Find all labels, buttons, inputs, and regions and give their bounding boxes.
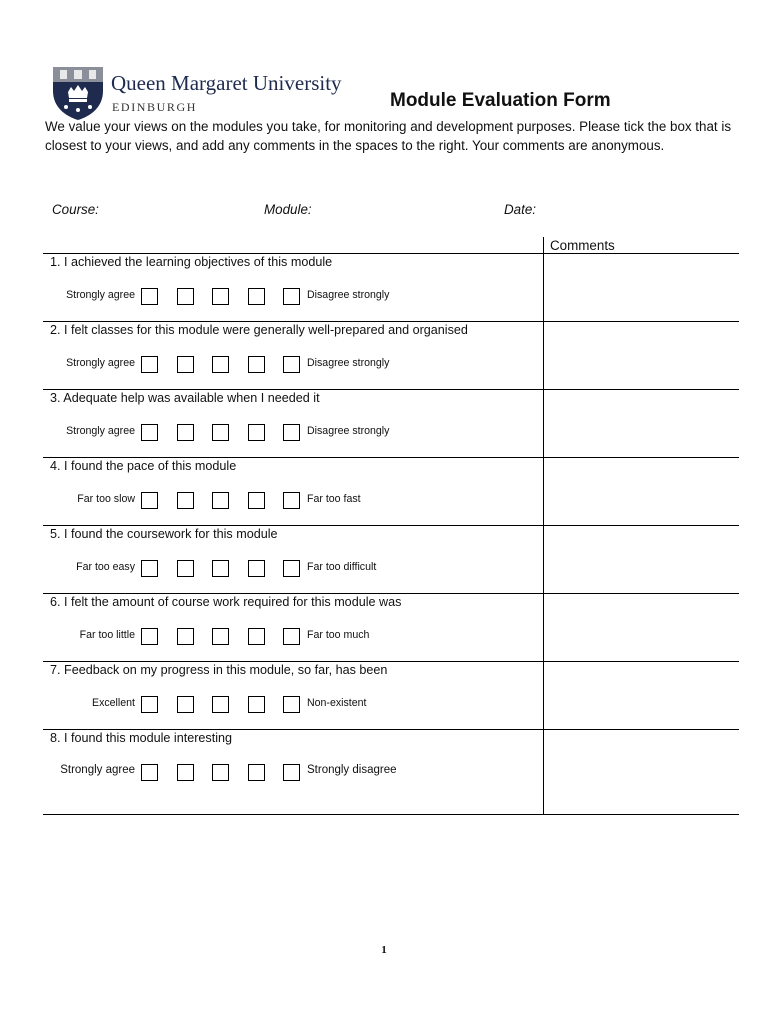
rating-checkbox-1[interactable] xyxy=(141,628,158,645)
rating-checkbox-3[interactable] xyxy=(212,492,229,509)
rating-checkbox-5[interactable] xyxy=(283,764,300,781)
scale-left-label: Far too easy xyxy=(76,561,135,573)
form-title: Module Evaluation Form xyxy=(390,90,611,111)
rating-checkbox-1[interactable] xyxy=(141,492,158,509)
rating-checkbox-4[interactable] xyxy=(248,424,265,441)
university-city: EDINBURGH xyxy=(112,100,198,114)
rating-checkbox-3[interactable] xyxy=(212,288,229,305)
question-text: 4. I found the pace of this module xyxy=(50,459,237,473)
rating-checkbox-4[interactable] xyxy=(248,628,265,645)
rating-checkbox-1[interactable] xyxy=(141,764,158,781)
university-logo xyxy=(51,65,351,121)
scale-right-label: Disagree strongly xyxy=(307,289,390,301)
scale-left-label: Strongly agree xyxy=(66,425,135,437)
intro-text: We value your views on the modules you take, for monitoring and development purposes. Please tick the box that is closest to your views, and add any comments in the spaces to the right. Your comments are anonymous. xyxy=(45,119,732,153)
rating-checkbox-3[interactable] xyxy=(212,764,229,781)
university-name: Queen Margaret University xyxy=(111,71,342,95)
scale-left-label: Strongly agree xyxy=(66,357,135,369)
rating-checkbox-3[interactable] xyxy=(212,356,229,373)
rating-checkbox-5[interactable] xyxy=(283,288,300,305)
rating-checkbox-1[interactable] xyxy=(141,356,158,373)
comment-field[interactable] xyxy=(544,254,739,321)
question-row xyxy=(43,253,739,321)
rating-checkbox-1[interactable] xyxy=(141,696,158,713)
rating-checkbox-2[interactable] xyxy=(177,424,194,441)
module-field-label: Module: xyxy=(264,202,312,217)
rating-checkbox-4[interactable] xyxy=(248,764,265,781)
question-row xyxy=(43,661,739,729)
rating-checkbox-4[interactable] xyxy=(248,560,265,577)
question-text: 7. Feedback on my progress in this module, so far, has been xyxy=(50,663,388,677)
rating-checkbox-5[interactable] xyxy=(283,356,300,373)
rating-checkbox-5[interactable] xyxy=(283,492,300,509)
page-number: 1 xyxy=(381,944,387,956)
rating-checkbox-3[interactable] xyxy=(212,424,229,441)
scale-right-label: Disagree strongly xyxy=(307,357,390,369)
scale-right-label: Far too fast xyxy=(307,493,361,505)
rating-checkbox-3[interactable] xyxy=(212,560,229,577)
question-row xyxy=(43,457,739,525)
rating-checkbox-3[interactable] xyxy=(212,628,229,645)
comment-field[interactable] xyxy=(544,526,739,593)
comment-field[interactable] xyxy=(544,662,739,729)
question-row xyxy=(43,729,739,815)
scale-left-label: Strongly agree xyxy=(66,289,135,301)
scale-right-label: Strongly disagree xyxy=(307,764,397,776)
rating-checkbox-2[interactable] xyxy=(177,492,194,509)
question-text: 8. I found this module interesting xyxy=(50,731,233,745)
comment-field[interactable] xyxy=(544,594,739,661)
comment-field[interactable] xyxy=(544,322,739,389)
question-row xyxy=(43,321,739,389)
rating-checkbox-4[interactable] xyxy=(248,492,265,509)
scale-left-label: Excellent xyxy=(92,697,135,709)
rating-checkbox-5[interactable] xyxy=(283,628,300,645)
rating-checkbox-4[interactable] xyxy=(248,288,265,305)
rating-checkbox-2[interactable] xyxy=(177,288,194,305)
university-crest-icon xyxy=(51,65,105,121)
rating-checkbox-2[interactable] xyxy=(177,560,194,577)
scale-right-label: Far too much xyxy=(307,629,370,641)
scale-right-label: Disagree strongly xyxy=(307,425,390,437)
date-field-label: Date: xyxy=(504,202,537,217)
rating-checkbox-5[interactable] xyxy=(283,696,300,713)
rating-checkbox-4[interactable] xyxy=(248,356,265,373)
comments-divider xyxy=(543,237,544,254)
rating-checkbox-2[interactable] xyxy=(177,628,194,645)
comment-field[interactable] xyxy=(544,458,739,525)
scale-left-label: Strongly agree xyxy=(60,764,135,776)
rating-checkbox-2[interactable] xyxy=(177,696,194,713)
question-row xyxy=(43,593,739,661)
question-row xyxy=(43,389,739,457)
rating-checkbox-1[interactable] xyxy=(141,424,158,441)
question-text: 6. I felt the amount of course work required for this module was xyxy=(50,595,402,609)
question-text: 3. Adequate help was available when I needed it xyxy=(50,391,320,405)
question-text: 2. I felt classes for this module were generally well-prepared and organised xyxy=(50,323,468,337)
rating-checkbox-4[interactable] xyxy=(248,696,265,713)
rating-checkbox-2[interactable] xyxy=(177,356,194,373)
course-field-label: Course: xyxy=(52,202,99,217)
rating-checkbox-3[interactable] xyxy=(212,696,229,713)
rating-checkbox-1[interactable] xyxy=(141,560,158,577)
comment-field[interactable] xyxy=(544,730,739,814)
scale-left-label: Far too little xyxy=(79,629,135,641)
evaluation-table xyxy=(43,253,739,815)
rating-checkbox-1[interactable] xyxy=(141,288,158,305)
rating-checkbox-5[interactable] xyxy=(283,560,300,577)
scale-right-label: Far too difficult xyxy=(307,561,377,573)
question-text: 5. I found the coursework for this module xyxy=(50,527,278,541)
scale-right-label: Non-existent xyxy=(307,697,367,709)
rating-checkbox-2[interactable] xyxy=(177,764,194,781)
rating-checkbox-5[interactable] xyxy=(283,424,300,441)
question-row xyxy=(43,525,739,593)
question-text: 1. I achieved the learning objectives of this module xyxy=(50,255,333,269)
comments-header: Comments xyxy=(550,238,615,253)
comment-field[interactable] xyxy=(544,390,739,457)
scale-left-label: Far too slow xyxy=(77,493,135,505)
